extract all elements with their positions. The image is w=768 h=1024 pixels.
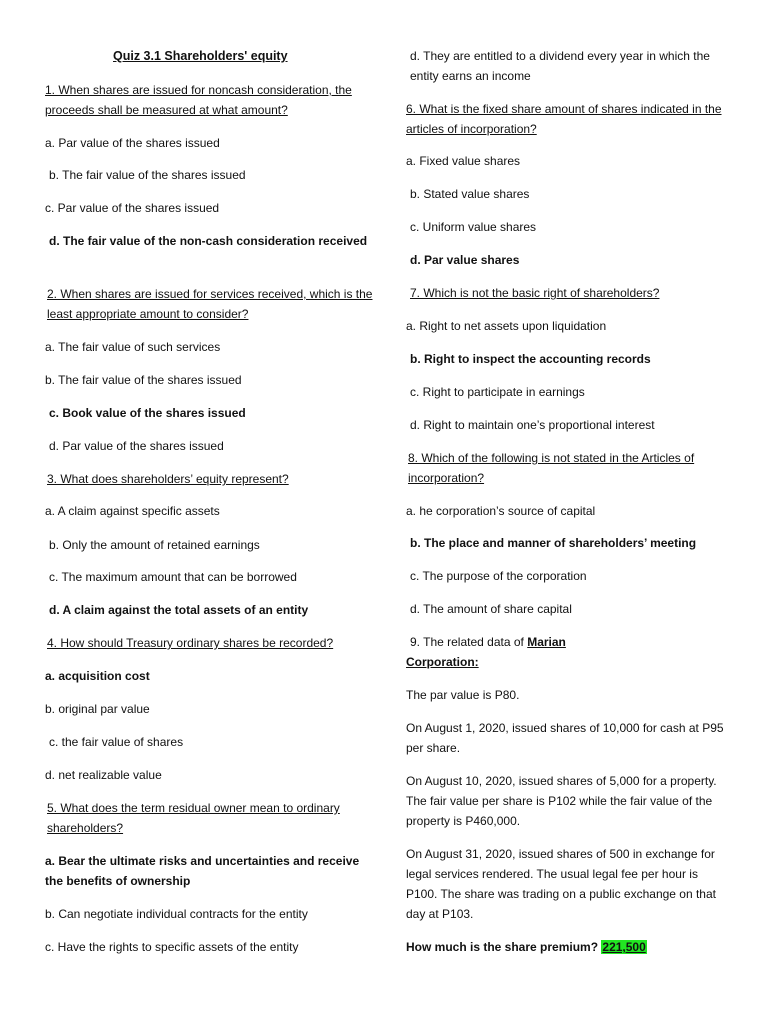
q4-option-d: d. net realizable value bbox=[45, 768, 162, 782]
q1-option-c: c. Par value of the shares issued bbox=[45, 201, 220, 215]
q3-option-b: b. Only the amount of retained earnings bbox=[49, 538, 260, 552]
q2-option-a: a. The fair value of such services bbox=[45, 340, 221, 354]
q5-option-b: b. Can negotiate individual contracts for the entity bbox=[45, 907, 308, 921]
q5-option-a-answer: a. Bear the ultimate risks and uncertainties and receive the benefits of ownership bbox=[45, 854, 360, 888]
q1-option-d-answer: d. The fair value of the non-cash consideration received bbox=[49, 234, 368, 248]
q8-option-c: c. The purpose of the corporation bbox=[410, 569, 587, 583]
q3-option-c: c. The maximum amount that can be borrowed bbox=[49, 570, 297, 584]
q9-answer-highlight: 221,500 bbox=[602, 940, 646, 954]
q9-company-name: Marian bbox=[527, 635, 566, 649]
q9-transaction-3: On August 31, 2020, issued shares of 500 in exchange for legal services rendered. The usual legal fee per hour is P100. The share was trading on a public exchange on that day at P103. bbox=[406, 847, 716, 921]
q7-option-c: c. Right to participate in earnings bbox=[410, 385, 585, 399]
q7-option-d: d. Right to maintain one’s proportional interest bbox=[410, 418, 655, 432]
q2-option-c-answer: c. Book value of the shares issued bbox=[49, 406, 246, 420]
q6-option-b: b. Stated value shares bbox=[410, 187, 530, 201]
question-3: 3. What does shareholders’ equity represent? bbox=[47, 472, 289, 486]
q4-option-b: b. original par value bbox=[45, 702, 150, 716]
q8-option-d: d. The amount of share capital bbox=[410, 602, 572, 616]
question-2: 2. When shares are issued for services received, which is the least appropriate amount to consider? bbox=[47, 287, 373, 321]
q6-option-d-answer: d. Par value shares bbox=[410, 253, 520, 267]
q2-option-b: b. The fair value of the shares issued bbox=[45, 373, 242, 387]
question-7: 7. Which is not the basic right of shareholders? bbox=[410, 286, 660, 300]
q5-option-c: c. Have the rights to specific assets of the entity bbox=[45, 940, 299, 954]
q5-option-d: d. They are entitled to a dividend every year in which the entity earns an income bbox=[410, 49, 710, 83]
q9-company-name-cont: Corporation: bbox=[406, 655, 479, 669]
q8-option-b-answer: b. The place and manner of shareholders’ meeting bbox=[410, 536, 697, 550]
q9-ask-text: How much is the share premium? bbox=[406, 940, 599, 954]
q9-ask bbox=[406, 937, 731, 957]
q1-option-b: b. The fair value of the shares issued bbox=[49, 168, 246, 182]
q3-option-d-answer: d. A claim against the total assets of an entity bbox=[49, 603, 309, 617]
page-title: Quiz 3.1 Shareholders' equity bbox=[113, 49, 288, 63]
q9-transaction-2: On August 10, 2020, issued shares of 5,000 for a property. The fair value per share is P102 while the fair value of the property is P460,000. bbox=[406, 774, 717, 828]
q4-option-a-answer: a. acquisition cost bbox=[45, 669, 150, 683]
q9-par-value: The par value is P80. bbox=[406, 688, 520, 702]
q6-option-a: a. Fixed value shares bbox=[406, 154, 521, 168]
question-9 bbox=[410, 632, 735, 652]
q3-option-a: a. A claim against specific assets bbox=[45, 504, 220, 518]
question-4: 4. How should Treasury ordinary shares be recorded? bbox=[47, 636, 334, 650]
q9-prefix: 9. The related data of bbox=[410, 635, 524, 649]
q2-option-d: d. Par value of the shares issued bbox=[49, 439, 224, 453]
question-8: 8. Which of the following is not stated in the Articles of incorporation? bbox=[408, 451, 695, 485]
q4-option-c: c. the fair value of shares bbox=[49, 735, 184, 749]
q7-option-b-answer: b. Right to inspect the accounting records bbox=[410, 352, 651, 366]
q8-option-a: a. he corporation’s source of capital bbox=[406, 504, 596, 518]
question-1: 1. When shares are issued for noncash consideration, the proceeds shall be measured at what amount? bbox=[45, 83, 352, 117]
q9-transaction-1: On August 1, 2020, issued shares of 10,000 for cash at P95 per share. bbox=[406, 721, 724, 755]
q6-option-c: c. Uniform value shares bbox=[410, 220, 537, 234]
q7-option-a: a. Right to net assets upon liquidation bbox=[406, 319, 607, 333]
question-5: 5. What does the term residual owner mean to ordinary shareholders? bbox=[47, 801, 340, 835]
q1-option-a: a. Par value of the shares issued bbox=[45, 136, 220, 150]
question-6: 6. What is the fixed share amount of shares indicated in the articles of incorporation? bbox=[406, 102, 722, 136]
